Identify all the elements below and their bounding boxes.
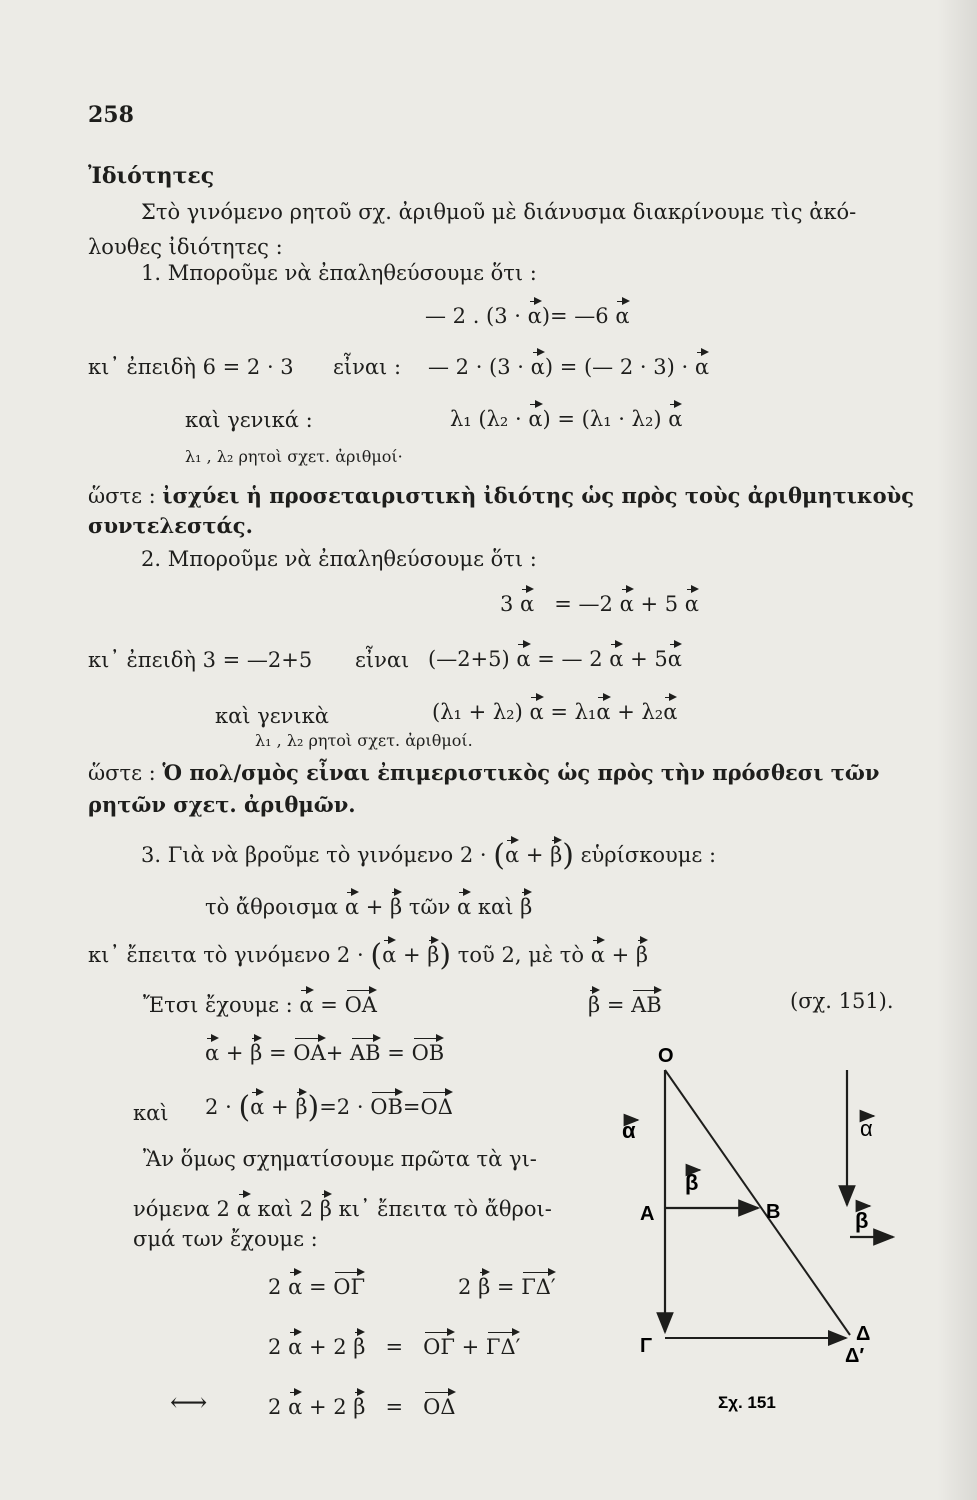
prop2-lambda-note: λ₁ , λ₂ ρητοὶ σχετ. ἀριθμοί.: [255, 731, 473, 750]
label-beta-2: β: [855, 1208, 869, 1233]
prop3-beta-ab: β = ΑΒ: [588, 988, 662, 1018]
label-alpha: α: [622, 1118, 636, 1143]
prop1-conclusion-2: συντελεστάς.: [88, 513, 253, 538]
prop3-if-l3: σμά των ἔχουμε :: [133, 1227, 318, 1251]
vector-alpha: α: [528, 299, 542, 329]
prop3-etsi: Ἔτσι ἔχουμε : α = ΟΑ: [143, 988, 377, 1018]
prop2-einai: εἶναι: [355, 648, 410, 672]
prop2-general: καὶ γενικὰ: [215, 704, 329, 728]
intro-line-1: Στὸ γινόμενο ρητοῦ σχ. ἀριθμοῦ μὲ διάνυσμα διακρίνουμε τὶς ἀκό-: [141, 200, 857, 224]
label-A: Α: [640, 1203, 655, 1225]
vector-alpha: α: [615, 299, 629, 329]
prop1-general: καὶ γενικά :: [185, 408, 313, 432]
prop1-since: κι᾿ ἐπειδὴ 6 = 2 · 3: [88, 355, 294, 379]
vector-od: [665, 1070, 850, 1335]
prop3-sum-eq: α + β = ΟΑ+ ΑΒ = ΟΒ: [205, 1036, 444, 1066]
prop1-lambda-note: λ₁ , λ₂ ρητοὶ σχετ. ἀριθμοί·: [185, 447, 403, 466]
equivalence-arrow: ⟷: [170, 1388, 208, 1418]
section-title: Ἰδιότητες: [88, 163, 215, 189]
prop3-eq-sum1: 2 α + 2 β = ΟΓ + ΓΔ′: [268, 1330, 520, 1360]
label-alpha-2: α: [860, 1116, 873, 1141]
label-D-prime: Δ′: [845, 1345, 865, 1367]
prop2-heading: 2. Μποροῦμε νὰ ἐπαληθεύσουμε ὅτι :: [141, 547, 537, 571]
label-B: Β: [766, 1201, 781, 1223]
prop3-sum: τὸ ἄθροισμα α + β τῶν α καὶ β: [205, 890, 532, 920]
page-number: 258: [88, 102, 134, 128]
prop3-then: κι᾿ ἔπειτα τὸ γινόμενο 2 · (α + β) τοῦ 2, μὲ τὸ α + β: [88, 938, 649, 973]
prop1-eq3: λ₁ (λ₂ · α) = (λ₁ · λ₂) α: [450, 402, 682, 432]
prop2-conclusion-2: ρητῶν σχετ. ἀριθμῶν.: [88, 792, 356, 817]
page-edge-shadow: [937, 0, 977, 1500]
prop2-eq2: (—2+5) α = — 2 α + 5α: [428, 642, 682, 672]
prop1-einai: εἶναι :: [333, 355, 402, 379]
prop3-ref: (σχ. 151).: [790, 989, 894, 1013]
prop1-eq1: — 2 . (3 · α)= —6 α: [425, 299, 630, 329]
figure-151: [600, 1020, 930, 1430]
prop3-eq-sum2: 2 α + 2 β = ΟΔ: [268, 1390, 456, 1420]
prop1-conclusion: ὥστε : ἰσχύει ἡ προσεταιριστικὴ ἰδιότης ὡς πρὸς τοὺς ἀριθμητικοὺς: [88, 483, 915, 508]
label-D: Δ: [856, 1323, 871, 1345]
prop3-eq-og: 2 α = ΟΓ: [268, 1270, 365, 1300]
prop3-product-eq: 2 · (α + β)=2 · ΟΒ=ΟΔ: [205, 1090, 453, 1125]
prop2-eq3: (λ₁ + λ₂) α = λ₁α + λ₂α: [432, 695, 677, 725]
prop2-eq1: 3 α = —2 α + 5 α: [500, 587, 699, 617]
prop3-if-l1: Ἂν ὅμως σχηματίσουμε πρῶτα τὰ γι-: [143, 1147, 537, 1171]
label-beta: β: [685, 1170, 699, 1195]
intro-line-2: λουθες ἰδιότητες :: [88, 235, 283, 259]
prop2-conclusion: ὥστε : Ὁ πολ/σμὸς εἶναι ἐπιμεριστικὸς ὡς πρὸς τὴν πρόσθεσι τῶν: [88, 760, 880, 785]
figure-caption: Σχ. 151: [718, 1393, 776, 1412]
prop3-if-l2: νόμενα 2 α καὶ 2 β κι᾿ ἔπειτα τὸ ἄθροι-: [133, 1192, 552, 1222]
prop1-heading: 1. Μποροῦμε νὰ ἐπαληθεύσουμε ὅτι :: [141, 261, 537, 285]
prop2-since: κι᾿ ἐπειδὴ 3 = —2+5: [88, 648, 313, 672]
label-G: Γ: [640, 1335, 653, 1357]
prop3-kai: καὶ: [133, 1101, 169, 1125]
label-O: Ο: [658, 1045, 674, 1067]
prop3-eq-gd: 2 β = ΓΔ′: [458, 1270, 556, 1300]
prop1-eq2: — 2 · (3 · α) = (— 2 · 3) · α: [428, 350, 709, 380]
prop3-heading: 3. Γιὰ νὰ βροῦμε τὸ γινόμενο 2 · (α + β) εὑρίσκουμε :: [141, 838, 717, 873]
